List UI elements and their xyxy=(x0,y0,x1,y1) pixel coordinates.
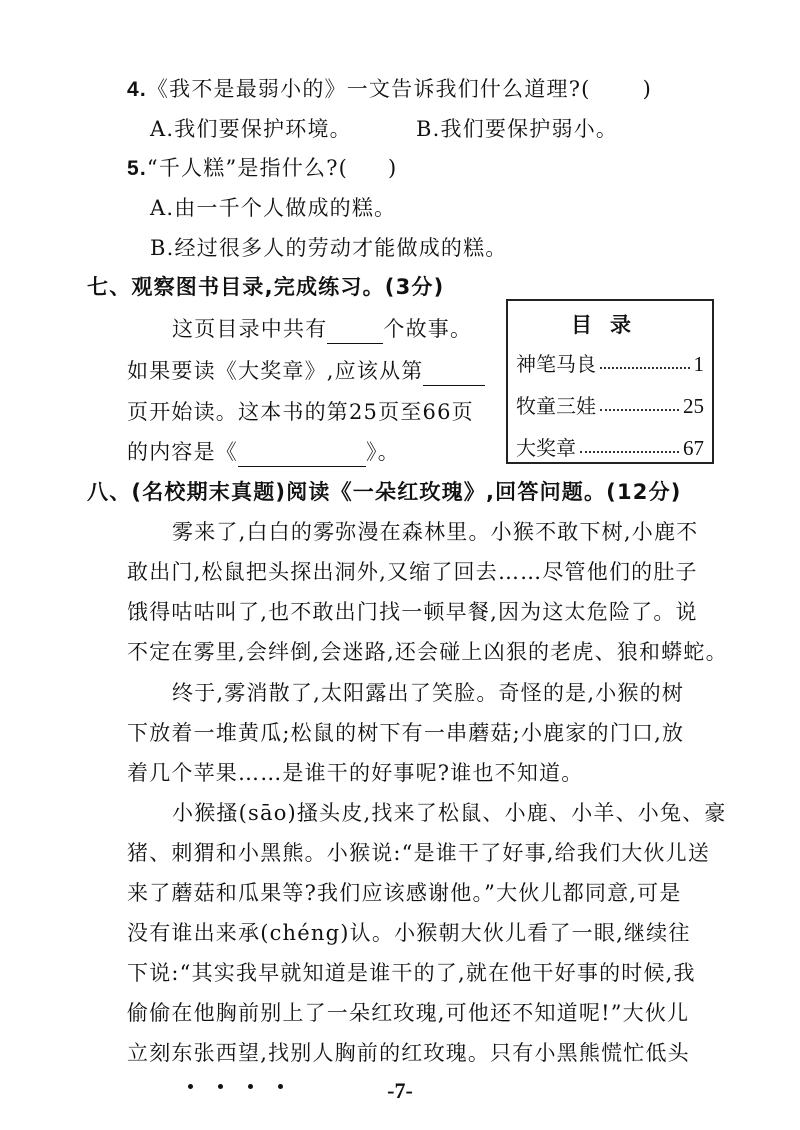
passage-line: 雾来了,白白的雾弥漫在森林里。小猴不敢下树,小鹿不 xyxy=(172,520,699,544)
story-title-blank[interactable] xyxy=(238,444,366,467)
section-7-line-1 xyxy=(172,314,472,344)
section-7-title: 七、观察图书目录,完成练习。(3分) xyxy=(87,275,445,299)
question-5-text: “千人糕”是指什么?( xyxy=(146,156,349,180)
passage-line: 没有谁出来承(chéng)认。小猴朝大伙儿看了一眼,继续往 xyxy=(127,921,691,945)
toc-row-title: 牧童三娃 xyxy=(516,394,596,418)
passage-line: 下说:“其实我早就知道是谁干的了,就在他干好事的时候,我 xyxy=(127,961,696,985)
section-7-line-2 xyxy=(127,356,485,386)
question-5 xyxy=(127,153,397,184)
section-8-title: 八、(名校期末真题)阅读《一朵红玫瑰》,回答问题。(12分) xyxy=(87,480,682,504)
table-of-contents-box xyxy=(506,299,714,464)
question-4-number: 4. xyxy=(127,78,147,101)
section-7-line-3: 页开始读。这本书的第25页至66页 xyxy=(127,400,474,424)
story-count-blank[interactable] xyxy=(327,321,383,344)
passage-line: 立刻东张西望,找别人胸前的红玫瑰。只有小黑熊慌忙低头 xyxy=(127,1041,690,1065)
question-4-option-b: B.我们要保护弱小。 xyxy=(416,117,619,141)
section-7-line-4 xyxy=(127,437,400,467)
toc-row-leader xyxy=(600,367,690,369)
toc-row-leader xyxy=(580,451,679,453)
toc-row-page: 1 xyxy=(693,352,704,376)
passage-line: 来了蘑菇和瓜果等?我们应该感谢他。”大伙儿都同意,可是 xyxy=(127,881,682,905)
question-5-option-b: B.经过很多人的劳动才能做成的糕。 xyxy=(150,236,508,260)
question-4-close-paren: ) xyxy=(642,77,652,101)
question-5-close-paren: ) xyxy=(388,156,398,180)
question-4-option-a: A.我们要保护环境。 xyxy=(150,117,352,141)
page-number: -7- xyxy=(387,1078,413,1103)
toc-row-leader xyxy=(600,409,679,411)
question-4-text: 《我不是最弱小的》一文告诉我们什么道理?( xyxy=(146,77,591,101)
passage-line: 小猴搔(sāo)搔头皮,找来了松鼠、小鹿、小羊、小兔、豪 xyxy=(172,801,727,825)
passage-line: 着几个苹果……是谁干的好事呢?谁也不知道。 xyxy=(127,761,584,785)
section-7-line-4-text-a: 的内容是《 xyxy=(127,440,238,464)
section-7-line-4-text-b: 》。 xyxy=(366,440,400,464)
start-page-blank[interactable] xyxy=(423,363,485,386)
section-7-line-2-text: 如果要读《大奖章》,应该从第 xyxy=(127,359,424,383)
toc-row-title: 神笔马良 xyxy=(516,352,596,376)
toc-row-page: 25 xyxy=(683,394,704,418)
passage-line: 饿得咕咕叫了,也不敢出门找一顿早餐,因为这太危险了。说 xyxy=(127,600,698,624)
passage-line: 偷偷在他胸前别上了一朵红玫瑰,可他还不知道呢!”大伙儿 xyxy=(127,1001,690,1025)
toc-row-page: 67 xyxy=(683,436,704,460)
toc-row-title: 大奖章 xyxy=(516,436,576,460)
passage-line: 不定在雾里,会绊倒,会迷路,还会碰上凶狠的老虎、狼和蟒蛇。 xyxy=(127,640,728,664)
question-5-number: 5. xyxy=(127,157,147,180)
passage-line: 下放着一堆黄瓜;松鼠的树下有一串蘑菇;小鹿家的门口,放 xyxy=(127,721,685,745)
question-5-option-a: A.由一千个人做成的糕。 xyxy=(150,196,397,220)
toc-row xyxy=(516,389,704,419)
toc-title: 目录 xyxy=(571,313,649,337)
passage-line: 终于,雾消散了,太阳露出了笑脸。奇怪的是,小猴的树 xyxy=(172,681,685,705)
question-4 xyxy=(127,74,652,105)
toc-row xyxy=(516,347,704,377)
passage-line: 猪、刺猬和小黑熊。小猴说:“是谁干了好事,给我们大伙儿送 xyxy=(127,841,711,865)
section-7-line-1-text-a: 这页目录中共有 xyxy=(172,317,328,341)
section-7-line-1-text-b: 个故事。 xyxy=(383,317,473,341)
passage-line: 敢出门,松鼠把头探出洞外,又缩了回去……尽管他们的肚子 xyxy=(127,560,698,584)
toc-row xyxy=(516,431,704,461)
